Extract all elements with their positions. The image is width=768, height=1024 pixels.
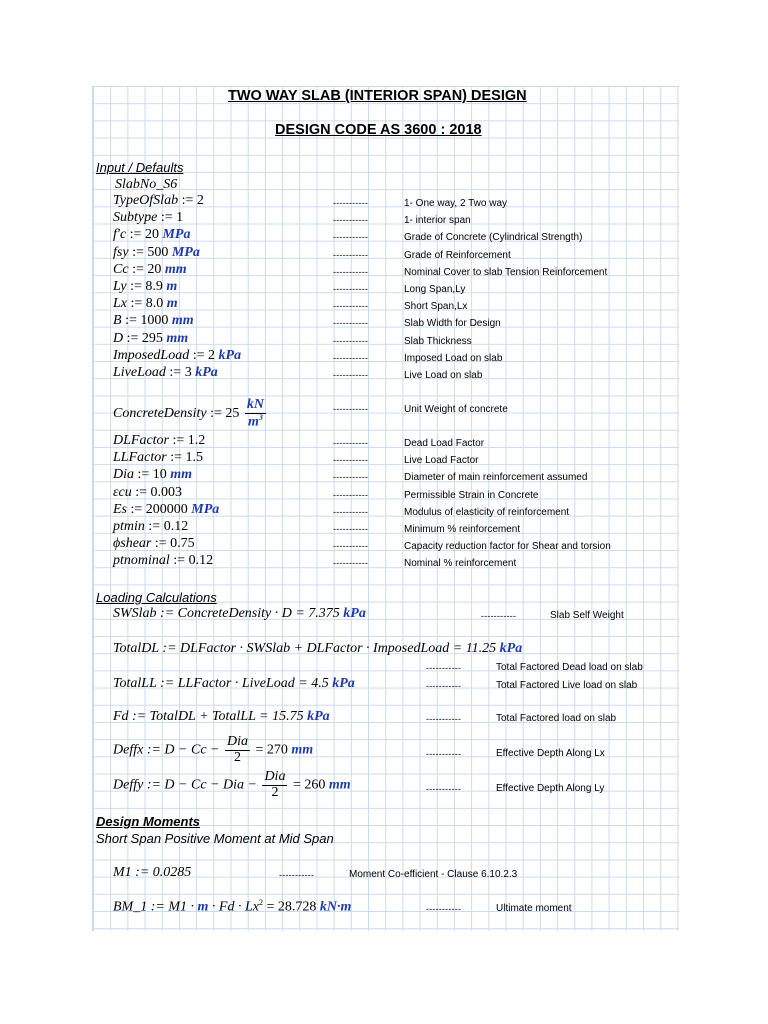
row-separator: ----------- [333, 438, 369, 448]
row-separator: ----------- [333, 455, 369, 466]
m1-separator: ----------- [279, 870, 315, 880]
fd-description: Total Factored load on slab [496, 713, 617, 724]
row-description: Short Span,Lx [404, 301, 468, 313]
row-separator: ----------- [333, 541, 369, 552]
density-equation: ConcreteDensity := 25 $\frac{kN}{m^3}$ [113, 397, 264, 430]
row-description: Dead Load Factor [404, 438, 485, 449]
design-code-title: DESIGN CODE AS 3600 : 2018 [275, 122, 482, 138]
input-equation: fsy := 500 MPa [113, 244, 200, 260]
swslab-equation: SWSlab := ConcreteDensity · D = 7.375 kPa [113, 606, 366, 621]
row-description: Minimum % reinforcement [404, 524, 521, 535]
row-description: Capacity reduction factor for Shear and torsion [404, 541, 611, 553]
row-description: Modulus of elasticity of reinforcement [404, 506, 570, 518]
deffx-equation: Deffx := D − Cc − $\frac{\text{Dia}}{2}$ = 270 mm [113, 734, 314, 765]
slab-number: SlabNo_S6 [115, 177, 178, 192]
row-description: Live Load on slab [404, 370, 483, 381]
m1-description: Moment Co-efficient - Clause 6.10.2.3 [349, 869, 518, 880]
input-equation: ptnominal := 0.12 [113, 553, 214, 569]
totalll-description: Total Factored Live load on slab [496, 680, 638, 691]
row-separator: ----------- [333, 370, 369, 380]
row-description: Live Load Factor [404, 455, 479, 467]
input-equation: LiveLoad := 3 kPa [113, 365, 218, 380]
moments-subheading: Short Span Positive Moment at Mid Span [96, 831, 334, 846]
row-separator: ----------- [333, 472, 369, 483]
totaldl-separator: ----------- [426, 663, 462, 673]
row-separator: ----------- [333, 266, 369, 277]
row-separator: ----------- [333, 352, 369, 363]
row-description: Grade of Concrete (Cylindrical Strength) [404, 232, 583, 244]
row-separator: ----------- [333, 284, 369, 294]
input-equation: Subtype := 1 [113, 210, 184, 226]
totalll-separator: ----------- [426, 681, 462, 691]
row-separator: ----------- [333, 215, 369, 226]
row-separator: ----------- [333, 506, 369, 517]
row-separator: ----------- [333, 301, 369, 312]
row-description: Long Span,Ly [404, 284, 466, 295]
row-separator: ----------- [333, 524, 369, 534]
input-equation: D := 295 mm [113, 330, 189, 346]
deffx-description: Effective Depth Along Lx [496, 748, 605, 759]
row-description: 1- interior span [404, 215, 471, 227]
density-description: Unit Weight of concrete [404, 404, 508, 415]
input-equation: Dia := 10 mm [113, 467, 193, 483]
input-equation: Lx := 8.0 m [113, 296, 178, 312]
input-equation: ImposedLoad := 2 kPa [113, 347, 242, 363]
totaldl-equation: TotalDL := DLFactor · SWSlab + DLFactor · ImposedLoad = 11.25 kPa [113, 641, 523, 656]
row-separator: ----------- [333, 318, 369, 329]
row-description: Slab Width for Design [404, 318, 501, 330]
totaldl-description: Total Factored Dead load on slab [496, 662, 643, 673]
totalll-equation: TotalLL := LLFactor · LiveLoad = 4.5 kPa [113, 676, 355, 691]
row-description: Nominal % reinforcement [404, 558, 517, 570]
input-equation: TypeOfSlab := 2 [113, 193, 204, 208]
input-equation: Es := 200000 MPa [113, 501, 220, 517]
bm1-description: Ultimate moment [496, 903, 572, 914]
row-separator: ----------- [333, 558, 369, 569]
row-description: Slab Thickness [404, 335, 472, 347]
row-separator: ----------- [333, 489, 369, 500]
deffy-separator: ----------- [426, 784, 462, 794]
deffx-separator: ----------- [426, 749, 462, 759]
fd-equation: Fd := TotalDL + TotalLL = 15.75 kPa [113, 709, 330, 724]
row-separator: ----------- [333, 335, 369, 346]
page-title: TWO WAY SLAB (INTERIOR SPAN) DESIGN [228, 88, 527, 104]
deffy-equation: Deffy := D − Cc − Dia − $\frac{\text{Dia}}{2}$ = 260 mm [113, 769, 351, 800]
deffy-description: Effective Depth Along Ly [496, 783, 605, 794]
row-description: 1- One way, 2 Two way [404, 198, 508, 209]
moments-heading: Design Moments [96, 814, 201, 829]
loading-heading: Loading Calculations [96, 590, 217, 605]
input-equation: εcu := 0.003 [113, 484, 183, 500]
input-equation: ptmin := 0.12 [113, 519, 189, 534]
fd-separator: ----------- [426, 714, 462, 724]
swslab-separator: ----------- [481, 611, 517, 621]
row-description: Nominal Cover to slab Tension Reinforcement [404, 266, 608, 278]
bm1-separator: ----------- [426, 904, 462, 914]
row-description: Grade of Reinforcement [404, 249, 511, 261]
swslab-description: Slab Self Weight [550, 610, 624, 621]
row-description: Imposed Load on slab [404, 352, 503, 364]
input-equation: f′c := 20 MPa [113, 227, 191, 243]
row-separator: ----------- [333, 198, 369, 208]
input-equation: Ly := 8.9 m [113, 279, 178, 294]
input-equation: DLFactor := 1.2 [113, 433, 206, 448]
row-description: Diameter of main reinforcement assumed [404, 472, 588, 484]
input-equation: LLFactor := 1.5 [113, 450, 203, 466]
row-separator: ----------- [333, 249, 369, 260]
input-equation: ϕshear := 0.75 [113, 536, 195, 552]
m1-equation: M1 := 0.0285 [113, 865, 192, 880]
input-equation: Cc := 20 mm [113, 261, 187, 277]
input-heading: Input / Defaults [96, 160, 184, 175]
bm1-equation: BM_1 := $M1 \cdot m \cdot Fd \cdot Lx^2 = 28.728$ kN·m [113, 898, 352, 915]
row-separator: ----------- [333, 232, 369, 243]
row-description: Permissible Strain in Concrete [404, 489, 539, 501]
density-separator: ----------- [333, 404, 369, 414]
input-equation: B := 1000 mm [113, 313, 194, 329]
